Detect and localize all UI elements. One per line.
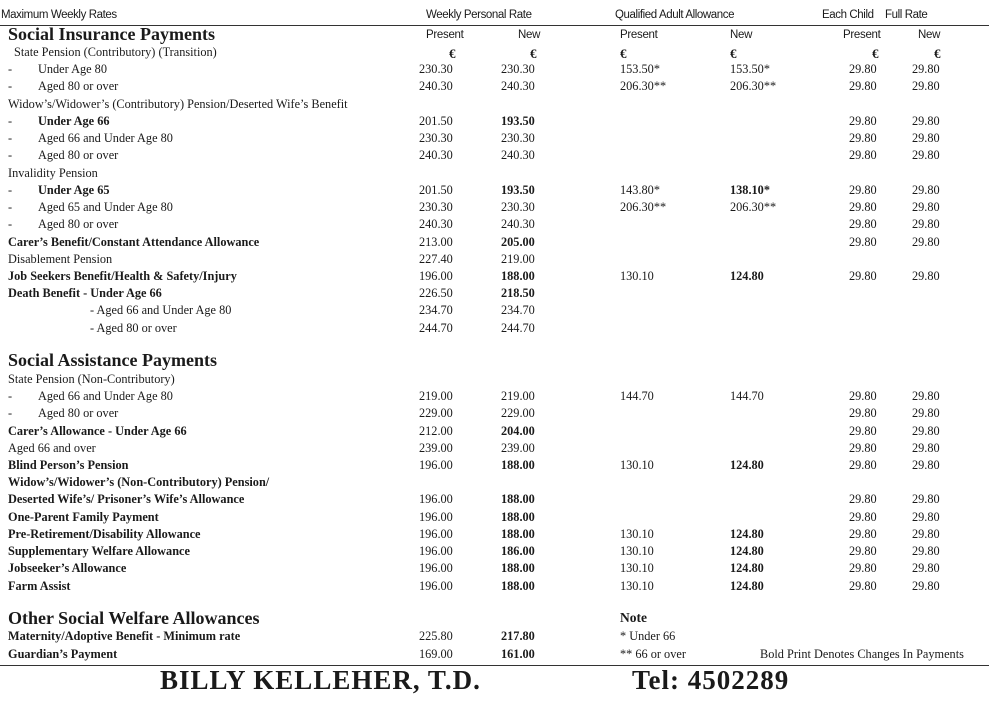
- each-child-rate: 29.80: [849, 217, 877, 231]
- each-child-heading: Each Child: [822, 9, 874, 21]
- full-rate: 29.80: [912, 527, 940, 541]
- row-label: Guardian’s Payment: [8, 647, 118, 661]
- new-rate: 244.70: [501, 321, 535, 335]
- qualified-adult-new: 124.80: [730, 561, 764, 575]
- row-label: Carer’s Allowance - Under Age 66: [8, 424, 187, 438]
- full-rate: 29.80: [912, 79, 940, 93]
- new-rate: 193.50: [501, 114, 535, 128]
- new-rate: 217.80: [501, 629, 535, 643]
- new-rate: 188.00: [501, 579, 535, 593]
- qualified-adult-present: 130.10: [620, 579, 654, 593]
- present-rate: 244.70: [419, 321, 453, 335]
- each-child-rate: 29.80: [849, 579, 877, 593]
- new-rate: 205.00: [501, 235, 535, 249]
- each-child-rate: 29.80: [849, 441, 877, 455]
- present-rate: 196.00: [419, 492, 453, 506]
- present-rate: 240.30: [419, 148, 453, 162]
- euro-symbol: €: [730, 46, 737, 61]
- euro-symbol: €: [934, 46, 941, 61]
- row-label: Supplementary Welfare Allowance: [8, 544, 190, 558]
- table-row: [0, 182, 989, 199]
- full-rate: 29.80: [912, 424, 940, 438]
- present-rate: 169.00: [419, 647, 453, 661]
- row-label: Aged 80 or over: [38, 406, 119, 420]
- qualified-adult-new: 144.70: [730, 389, 764, 403]
- row-dash: -: [8, 217, 13, 231]
- present-subheading: Present: [620, 29, 658, 41]
- present-rate: 226.50: [419, 286, 453, 300]
- each-child-rate: 29.80: [849, 200, 877, 214]
- footer-rule: [0, 665, 989, 666]
- full-rate: 29.80: [912, 579, 940, 593]
- row-label: - Aged 80 or over: [90, 321, 177, 335]
- table-row: [0, 474, 989, 491]
- present-rate: 196.00: [419, 579, 453, 593]
- row-label: State Pension (Non-Contributory): [8, 372, 175, 386]
- row-label: Deserted Wife’s/ Prisoner’s Wife’s Allowance: [8, 492, 245, 506]
- note-text: ** 66 or over: [620, 647, 686, 661]
- present-rate: 229.00: [419, 406, 453, 420]
- qualified-adult-present: 130.10: [620, 561, 654, 575]
- qualified-adult-present: 143.80*: [620, 183, 660, 197]
- row-dash: -: [8, 79, 13, 93]
- table-row: [0, 113, 989, 130]
- qualified-adult-heading: Qualified Adult Allowance: [615, 9, 735, 21]
- full-rate: 29.80: [912, 389, 940, 403]
- present-rate: 196.00: [419, 544, 453, 558]
- table-row: [0, 491, 989, 508]
- each-child-rate: 29.80: [849, 235, 877, 249]
- footer-name: BILLY KELLEHER, T.D.: [160, 665, 481, 695]
- new-rate: 218.50: [501, 286, 535, 300]
- qualified-adult-new: 124.80: [730, 527, 764, 541]
- row-dash: -: [8, 148, 13, 162]
- row-label: Under Age 65: [38, 183, 110, 197]
- table-row: [0, 457, 989, 474]
- present-rate: 196.00: [419, 510, 453, 524]
- present-rate: 230.30: [419, 131, 453, 145]
- row-dash: -: [8, 131, 13, 145]
- present-subheading: Present: [843, 29, 881, 41]
- row-label: Disablement Pension: [8, 252, 113, 266]
- each-child-rate: 29.80: [849, 561, 877, 575]
- table-row: [0, 423, 989, 440]
- each-child-rate: 29.80: [849, 183, 877, 197]
- table-row: [0, 578, 989, 595]
- row-label: Death Benefit - Under Age 66: [8, 286, 162, 300]
- each-child-rate: 29.80: [849, 492, 877, 506]
- social-assistance-title: Social Assistance Payments: [8, 350, 217, 370]
- euro-symbol: €: [620, 46, 627, 61]
- qualified-adult-present: 153.50*: [620, 62, 660, 76]
- row-label: Carer’s Benefit/Constant Attendance Allowance: [8, 235, 260, 249]
- present-rate: 219.00: [419, 389, 453, 403]
- weekly-personal-rate-heading: Weekly Personal Rate: [426, 9, 532, 21]
- new-rate: 240.30: [501, 148, 535, 162]
- present-rate: 230.30: [419, 62, 453, 76]
- present-rate: 234.70: [419, 303, 453, 317]
- table-row: [0, 61, 989, 78]
- row-label: Aged 80 or over: [38, 217, 119, 231]
- new-rate: 240.30: [501, 217, 535, 231]
- new-rate: 219.00: [501, 389, 535, 403]
- qualified-adult-new: 153.50*: [730, 62, 770, 76]
- row-label: Aged 80 or over: [38, 148, 119, 162]
- full-rate: 29.80: [912, 62, 940, 76]
- row-dash: -: [8, 406, 13, 420]
- row-label: Maternity/Adoptive Benefit - Minimum rate: [8, 629, 241, 643]
- table-row: [0, 96, 989, 113]
- full-rate: 29.80: [912, 200, 940, 214]
- each-child-rate: 29.80: [849, 269, 877, 283]
- each-child-rate: 29.80: [849, 131, 877, 145]
- new-rate: 230.30: [501, 200, 535, 214]
- euro-symbol: €: [872, 46, 879, 61]
- qualified-adult-present: 206.30**: [620, 79, 667, 93]
- row-label: Under Age 66: [38, 114, 110, 128]
- table-row: [0, 371, 989, 388]
- table-row: [0, 320, 989, 337]
- table-row: [0, 268, 989, 285]
- full-rate: 29.80: [912, 510, 940, 524]
- qualified-adult-new: 124.80: [730, 269, 764, 283]
- full-rate: 29.80: [912, 235, 940, 249]
- row-label: Aged 80 or over: [38, 79, 119, 93]
- qualified-adult-present: 130.10: [620, 269, 654, 283]
- present-rate: 227.40: [419, 252, 453, 266]
- full-rate: 29.80: [912, 561, 940, 575]
- present-rate: 196.00: [419, 458, 453, 472]
- qualified-adult-new: 124.80: [730, 458, 764, 472]
- each-child-rate: 29.80: [849, 406, 877, 420]
- euro-symbol: €: [530, 46, 537, 61]
- present-rate: 201.50: [419, 183, 453, 197]
- row-label: Widow’s/Widower’s (Non-Contributory) Pension/: [8, 475, 270, 489]
- each-child-rate: 29.80: [849, 458, 877, 472]
- row-label: Aged 66 and Under Age 80: [38, 389, 173, 403]
- row-label: - Aged 66 and Under Age 80: [90, 303, 232, 317]
- bold-print-note: Bold Print Denotes Changes In Payments: [760, 647, 964, 661]
- new-subheading: New: [518, 29, 541, 41]
- table-row: [0, 526, 989, 543]
- new-rate: 204.00: [501, 424, 535, 438]
- table-row: [0, 165, 989, 182]
- row-label: Farm Assist: [8, 579, 71, 593]
- full-rate: 29.80: [912, 148, 940, 162]
- full-rate: 29.80: [912, 114, 940, 128]
- each-child-rate: 29.80: [849, 62, 877, 76]
- row-label: One-Parent Family Payment: [8, 510, 159, 524]
- each-child-rate: 29.80: [849, 510, 877, 524]
- row-label: Jobseeker’s Allowance: [8, 561, 127, 575]
- table-row: [0, 44, 989, 61]
- new-subheading: New: [918, 29, 941, 41]
- table-row: [0, 646, 989, 663]
- full-rate: 29.80: [912, 406, 940, 420]
- row-label: Aged 66 and over: [8, 441, 96, 455]
- full-rate: 29.80: [912, 131, 940, 145]
- present-rate: 213.00: [419, 235, 453, 249]
- full-rate: 29.80: [912, 183, 940, 197]
- new-rate: 188.00: [501, 527, 535, 541]
- new-rate: 239.00: [501, 441, 535, 455]
- qualified-adult-new: 206.30**: [730, 79, 777, 93]
- qualified-adult-new: 124.80: [730, 544, 764, 558]
- full-rate: 29.80: [912, 544, 940, 558]
- note-text: * Under 66: [620, 629, 676, 643]
- present-rate: 240.30: [419, 79, 453, 93]
- each-child-rate: 29.80: [849, 389, 877, 403]
- present-rate: 196.00: [419, 527, 453, 541]
- new-subheading: New: [730, 29, 753, 41]
- each-child-rate: 29.80: [849, 544, 877, 558]
- new-rate: 230.30: [501, 62, 535, 76]
- new-rate: 188.00: [501, 269, 535, 283]
- present-rate: 212.00: [419, 424, 453, 438]
- each-child-rate: 29.80: [849, 424, 877, 438]
- max-weekly-rates-heading: Maximum Weekly Rates: [1, 9, 117, 21]
- present-rate: 230.30: [419, 200, 453, 214]
- euro-symbol: €: [449, 46, 456, 61]
- each-child-rate: 29.80: [849, 527, 877, 541]
- new-rate: 219.00: [501, 252, 535, 266]
- full-rate: 29.80: [912, 458, 940, 472]
- qualified-adult-new: 206.30**: [730, 200, 777, 214]
- qualified-adult-present: 144.70: [620, 389, 654, 403]
- full-rate-heading: Full Rate: [885, 9, 928, 21]
- table-row: [0, 405, 989, 422]
- each-child-rate: 29.80: [849, 148, 877, 162]
- row-label: Aged 65 and Under Age 80: [38, 200, 173, 214]
- full-rate: 29.80: [912, 492, 940, 506]
- social-insurance-title: Social Insurance Payments: [8, 24, 215, 44]
- new-rate: 188.00: [501, 510, 535, 524]
- table-row: [0, 302, 989, 319]
- full-rate: 29.80: [912, 217, 940, 231]
- new-rate: 240.30: [501, 79, 535, 93]
- table-row: [0, 440, 989, 457]
- row-label: Widow’s/Widower’s (Contributory) Pension/Deserted Wife’s Benefit: [8, 97, 348, 111]
- each-child-rate: 29.80: [849, 114, 877, 128]
- present-rate: 225.80: [419, 629, 453, 643]
- row-label: Job Seekers Benefit/Health & Safety/Injury: [8, 269, 237, 283]
- row-label: Invalidity Pension: [8, 166, 98, 180]
- table-row: [0, 251, 989, 268]
- qualified-adult-present: 130.10: [620, 527, 654, 541]
- each-child-rate: 29.80: [849, 79, 877, 93]
- row-label: Aged 66 and Under Age 80: [38, 131, 173, 145]
- table-row: [0, 199, 989, 216]
- present-rate: 240.30: [419, 217, 453, 231]
- footer-telephone: Tel: 4502289: [632, 665, 790, 695]
- table-row: [0, 147, 989, 164]
- qualified-adult-new: 124.80: [730, 579, 764, 593]
- row-dash: -: [8, 114, 13, 128]
- row-label: Under Age 80: [38, 62, 107, 76]
- row-dash: -: [8, 62, 13, 76]
- table-row: [0, 285, 989, 302]
- new-rate: 230.30: [501, 131, 535, 145]
- row-label: Blind Person’s Pension: [8, 458, 129, 472]
- table-row: [0, 628, 989, 645]
- full-rate: 29.80: [912, 441, 940, 455]
- table-row: [0, 388, 989, 405]
- table-row: [0, 216, 989, 233]
- present-rate: 201.50: [419, 114, 453, 128]
- row-label: Pre-Retirement/Disability Allowance: [8, 527, 201, 541]
- qualified-adult-present: 130.10: [620, 458, 654, 472]
- table-row: [0, 509, 989, 526]
- new-rate: 188.00: [501, 561, 535, 575]
- table-row: [0, 234, 989, 251]
- new-rate: 161.00: [501, 647, 535, 661]
- note-title: Note: [620, 610, 647, 625]
- row-dash: -: [8, 200, 13, 214]
- row-dash: -: [8, 389, 13, 403]
- table-row: [0, 130, 989, 147]
- new-rate: 188.00: [501, 458, 535, 472]
- new-rate: 229.00: [501, 406, 535, 420]
- table-row: [0, 78, 989, 95]
- present-rate: 239.00: [419, 441, 453, 455]
- table-row: [0, 560, 989, 577]
- qualified-adult-present: 130.10: [620, 544, 654, 558]
- new-rate: 193.50: [501, 183, 535, 197]
- new-rate: 188.00: [501, 492, 535, 506]
- row-dash: -: [8, 183, 13, 197]
- full-rate: 29.80: [912, 269, 940, 283]
- other-allowances-title: Other Social Welfare Allowances: [8, 608, 260, 628]
- qualified-adult-new: 138.10*: [730, 183, 770, 197]
- present-rate: 196.00: [419, 561, 453, 575]
- row-label: State Pension (Contributory) (Transition): [14, 45, 217, 59]
- qualified-adult-present: 206.30**: [620, 200, 667, 214]
- new-rate: 234.70: [501, 303, 535, 317]
- table-row: [0, 543, 989, 560]
- present-rate: 196.00: [419, 269, 453, 283]
- new-rate: 186.00: [501, 544, 535, 558]
- present-subheading: Present: [426, 29, 464, 41]
